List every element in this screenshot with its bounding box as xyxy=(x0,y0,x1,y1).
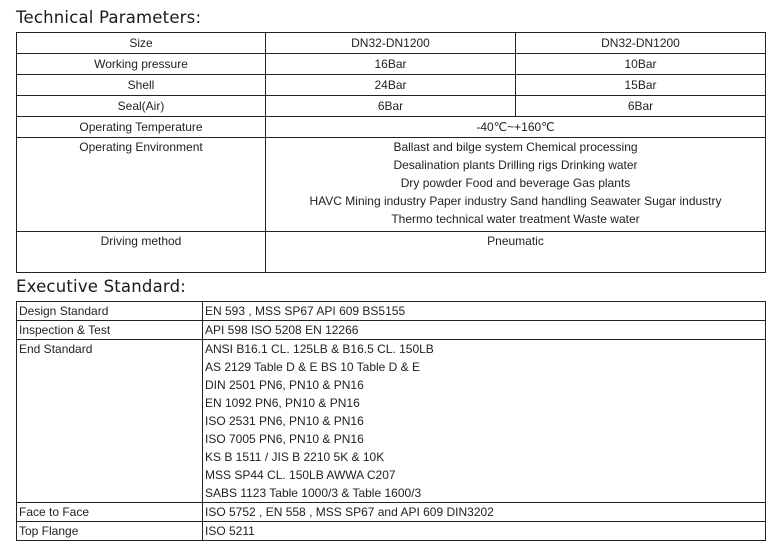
driving-value: Pneumatic xyxy=(266,232,766,273)
table-row xyxy=(17,54,766,75)
row-value xyxy=(203,321,766,340)
table-row xyxy=(17,117,766,138)
table-row xyxy=(17,96,766,117)
cell-value: 6Bar xyxy=(516,96,766,117)
technical-parameters-title: Technical Parameters: xyxy=(16,8,202,27)
table-row xyxy=(17,138,766,232)
executive-standard-title: Executive Standard: xyxy=(16,277,187,296)
row-label: Inspection & Test xyxy=(17,321,203,340)
row-label: Operating Environment xyxy=(17,138,266,232)
row-label: Face to Face xyxy=(17,503,203,522)
standard-line: KS B 1511 / JIS B 2210 5K & 10K xyxy=(205,450,385,464)
table-row xyxy=(17,232,766,273)
standard-line: AS 2129 Table D & E BS 10 Table D & E xyxy=(205,360,421,374)
standard-line: ISO 5211 xyxy=(205,524,255,538)
standard-line: API 598 ISO 5208 EN 12266 xyxy=(205,323,359,337)
table-row xyxy=(17,75,766,96)
cell-value: 6Bar xyxy=(266,96,516,117)
environment-line: Desalination plants Drilling rigs Drinking water xyxy=(393,158,638,172)
row-value xyxy=(203,302,766,321)
cell-value: 24Bar xyxy=(266,75,516,96)
row-value xyxy=(203,340,766,503)
standard-line: EN 593 , MSS SP67 API 609 BS5155 xyxy=(205,304,406,318)
row-label: Size xyxy=(17,33,266,54)
row-label: Driving method xyxy=(17,232,266,273)
environment-line: Thermo technical water treatment Waste water xyxy=(391,212,640,226)
table-row xyxy=(17,33,766,54)
executive-standard-table xyxy=(16,301,766,541)
cell-value: 16Bar xyxy=(266,54,516,75)
table-row xyxy=(17,321,766,340)
environment-line: Dry powder Food and beverage Gas plants xyxy=(400,176,631,190)
row-label: Design Standard xyxy=(17,302,203,321)
standard-line: DIN 2501 PN6, PN10 & PN16 xyxy=(205,378,364,392)
cell-value: 10Bar xyxy=(516,54,766,75)
cell-value: DN32-DN1200 xyxy=(266,33,516,54)
row-label: Top Flange xyxy=(17,522,203,541)
table-row xyxy=(17,340,766,503)
environment-line: HAVC Mining industry Paper industry Sand handling Seawater Sugar industry xyxy=(309,194,722,208)
row-label: Seal(Air) xyxy=(17,96,266,117)
row-label: Operating Temperature xyxy=(17,117,266,138)
standard-line: SABS 1123 Table 1000/3 & Table 1600/3 xyxy=(205,486,422,500)
standard-line: ISO 5752 , EN 558 , MSS SP67 and API 609 DIN3202 xyxy=(205,505,494,519)
technical-parameters-table xyxy=(16,32,766,273)
table-row xyxy=(17,503,766,522)
row-value xyxy=(203,503,766,522)
cell-value: DN32-DN1200 xyxy=(516,33,766,54)
row-label: Working pressure xyxy=(17,54,266,75)
table-row xyxy=(17,522,766,541)
row-label: Shell xyxy=(17,75,266,96)
cell-value: 15Bar xyxy=(516,75,766,96)
environment-line: Ballast and bilge system Chemical processing xyxy=(393,140,638,154)
standard-line: ANSI B16.1 CL. 125LB & B16.5 CL. 150LB xyxy=(205,342,434,356)
environment-list xyxy=(266,138,766,232)
standard-line: MSS SP44 CL. 150LB AWWA C207 xyxy=(205,468,396,482)
row-label: End Standard xyxy=(17,340,203,503)
table-row xyxy=(17,302,766,321)
standard-line: ISO 2531 PN6, PN10 & PN16 xyxy=(205,414,364,428)
standard-line: ISO 7005 PN6, PN10 & PN16 xyxy=(205,432,364,446)
temperature-value: -40℃~+160℃ xyxy=(266,117,766,138)
row-value xyxy=(203,522,766,541)
standard-line: EN 1092 PN6, PN10 & PN16 xyxy=(205,396,360,410)
